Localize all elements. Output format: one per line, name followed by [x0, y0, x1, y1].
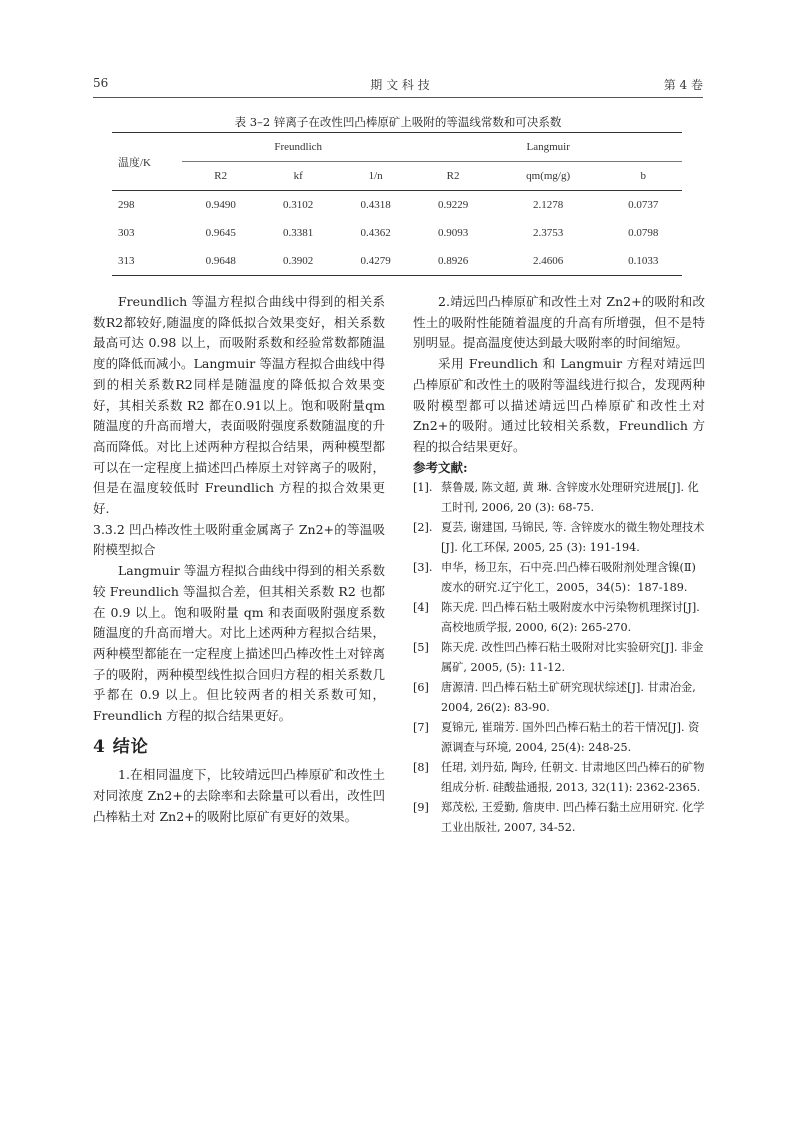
reference-list [413, 478, 705, 838]
reference-text: 陈天虎. 凹凸棒石粘土吸附废水中污染物机理探讨[J]. 高校地质学报, 2000, 6(2): 265-270. [441, 601, 700, 635]
reference-number: [2]. [413, 521, 433, 535]
section-heading-3-3-2: 3.3.2 凹凸棒改性土吸附重金属离子 Zn2+的等温吸附模型拟合 [93, 521, 385, 558]
volume-label: 第 4 卷 [663, 78, 703, 92]
reference-text: 唐源清. 凹凸棒石粘土矿研究现状综述[J]. 甘肃冶金, 2004, 26(2): 83-90. [441, 681, 696, 715]
paragraph-conclusion-2: 2.靖远凹凸棒原矿和改性土对 Zn2+的吸附和改性土的吸附性能随着温度的升高有所增强，但不是特别明显。提高温度使达到最大吸附率的时间缩短。 [413, 294, 705, 351]
table-cell: 0.0798 [628, 227, 659, 239]
reference-number: [7] [413, 721, 429, 735]
reference-text: 申华，杨卫东，石中亮.凹凸棒石吸附剂处理含镍(Ⅱ)废水的研究.辽宁化工，2005，34(5)：187-189. [441, 561, 696, 595]
table-cell: 0.9490 [182, 191, 259, 220]
isotherm-table [112, 132, 682, 276]
table-cell: 0.3902 [259, 247, 336, 276]
reference-item [413, 718, 705, 758]
table-cell: 0.9648 [182, 247, 259, 276]
left-column [93, 292, 385, 828]
reference-item [413, 758, 705, 798]
paragraph-conclusion-1: 1.在相同温度下，比较靖远凹凸棒原矿和改性土对同浓度 Zn2+的去除率和去除量可以看出，改性凹凸棒粘土对 Zn2+的吸附比原矿有更好的效果。 [93, 767, 385, 824]
journal-title: 期 文 科 技 [370, 78, 430, 92]
table-cell: 0.9229 [414, 191, 491, 220]
table-row [112, 247, 682, 276]
reference-number: [8] [413, 761, 429, 775]
table-cell: 298 [112, 191, 182, 220]
column-header: R2 [446, 170, 460, 182]
table-cell: 0.1033 [604, 247, 682, 276]
reference-item [413, 558, 705, 598]
table-row [112, 191, 682, 220]
table-cell: 0.9645 [205, 227, 236, 239]
reference-text: 夏芸, 谢建国, 马锦民, 等. 含锌废水的微生物处理技术[J]. 化工环保, 2005, 25 (3): 191-194. [441, 521, 705, 555]
column-header: b [640, 170, 646, 182]
table-cell: 2.3753 [533, 227, 564, 239]
table-cell: 2.4606 [492, 247, 605, 276]
table-cell: 0.3381 [283, 227, 314, 239]
header-rule [93, 97, 703, 98]
reference-text: 蔡鲁晟, 陈文超, 黄 琳. 含锌废水处理研究进展[J]. 化工时刊, 2006, 20 (3): 68-75. [441, 481, 699, 515]
column-header: kf [293, 170, 303, 182]
reference-number: [6] [413, 681, 429, 695]
reference-number: [4] [413, 601, 429, 615]
right-column [413, 292, 705, 838]
table-cell: 0.4362 [360, 227, 391, 239]
references-heading: 参考文献: [413, 459, 468, 475]
column-header: 1/n [368, 170, 383, 182]
paragraph-conclusion-3: 采用 Freundlich 和 Langmuir 方程对靖远凹凸棒原矿和改性土的吸附等温线进行拟合，发现两种吸附模型都可以描述靖远凹凸棒原矿和改性土对 Zn2+的吸附。通过比较相关系数，Freundlich 方程的拟合结果更好。 [413, 356, 705, 454]
reference-text: 陈天虎. 改性凹凸棒石粘土吸附对比实验研究[J]. 非金属矿, 2005, (5): 11-12. [441, 641, 704, 675]
group-freundlich: Freundlich [182, 133, 414, 162]
paragraph-freundlich-raw: Freundlich 等温方程拟合曲线中得到的相关系数R2都较好,随温度的降低拟合效果变好，相关系数最高可达 0.98 以上，而吸附系数和经验常数都随温度的降低而减小。Langmuir 等温方程拟合曲线中得到的相关系数R2同样是随温度的降低拟合效果变好，其相关系数 R2 都在0.91以上。饱和吸附量qm随温度的升高而增大，表面吸附强度系数随温度的升高而降低。对比上述两种方程拟合结果，两种模型都可以在一定程度上描述凹凸棒原土对锌离子的吸附，但是在温度较低时 Freundlich 方程的拟合效果更好. [93, 294, 385, 517]
table-cell: 0.4279 [337, 247, 414, 276]
reference-item [413, 638, 705, 678]
reference-item [413, 518, 705, 558]
table-header-row [112, 133, 682, 162]
table-row [112, 219, 682, 247]
reference-item [413, 678, 705, 718]
paragraph-langmuir-modified: Langmuir 等温方程拟合曲线中得到的相关系数较 Freundlich 等温拟合差，但其相关系数 R2 也都在 0.9 以上。饱和吸附量 qm 和表面吸附强度系数随温度的升高而增大。对比上述两种方程拟合结果，两种模型都能在一定程度上描述凹凸棒改性土对锌离子的吸附，两种模型线性拟合回归方程的相关系数几乎都在 0.9 以上。但比较两者的相关系数可知，Freundlich 方程的拟合结果更好。 [93, 563, 385, 724]
column-header: R2 [214, 170, 228, 182]
column-header: qm(mg/g) [526, 170, 571, 182]
section-heading-conclusion: 4 结论 [93, 736, 149, 757]
reference-number: [1]. [413, 481, 433, 495]
reference-text: 郑茂松, 王爱勤, 詹庚申. 凹凸棒石黏土应用研究. 化学工业出版社, 2007, 34-52. [441, 801, 705, 835]
reference-number: [5] [413, 641, 429, 655]
reference-number: [9] [413, 801, 429, 815]
table-subheader-row [112, 162, 682, 191]
table-cell: 0.4318 [337, 191, 414, 220]
reference-text: 任珺, 刘丹茹, 陶玲, 任朝文. 甘肃地区凹凸棒石的矿物组成分析. 硅酸盐通报, 2013, 32(11): 2362-2365. [441, 761, 705, 795]
table-cell: 0.8926 [414, 247, 491, 276]
table-cell: 0.0737 [604, 191, 682, 220]
table-cell: 2.1278 [492, 191, 605, 220]
table-cell: 0.9093 [437, 227, 469, 239]
group-langmuir: Langmuir [414, 133, 682, 162]
reference-number: [3]. [413, 561, 433, 575]
table-cell: 0.3102 [259, 191, 336, 220]
table-caption: 表 3–2 锌离子在改性凹凸棒原矿上吸附的等温线常数和可决系数 [234, 115, 562, 129]
page-number: 56 [93, 76, 109, 90]
reference-text: 夏锦元, 崔瑞芳. 国外凹凸棒石粘土的若干情况[J]. 资源调查与环境, 2004, 25(4): 248-25. [441, 721, 700, 755]
table-cell: 303 [118, 227, 135, 239]
reference-item [413, 798, 705, 838]
table-cell: 313 [112, 247, 182, 276]
reference-item [413, 598, 705, 638]
row-header-cell: 温度/K [112, 133, 182, 191]
reference-item [413, 478, 705, 518]
